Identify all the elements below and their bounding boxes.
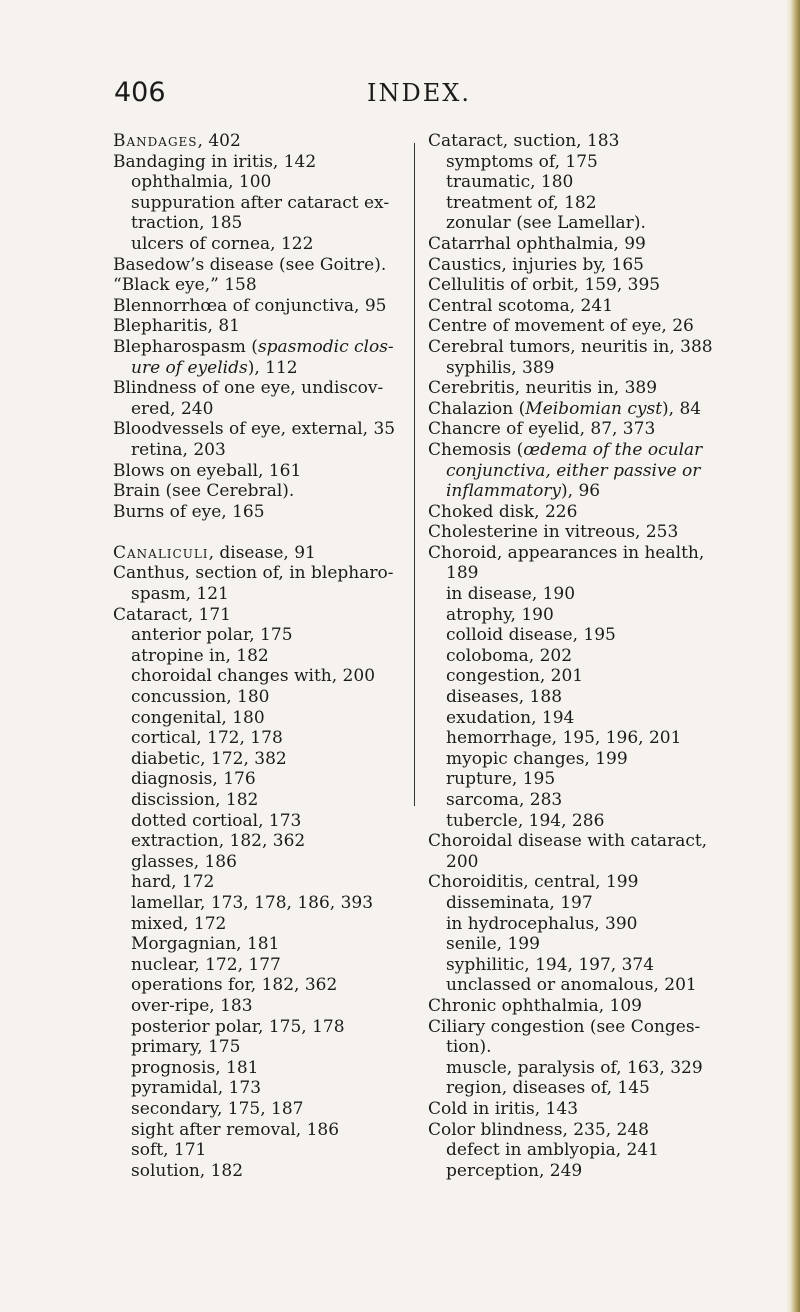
index-entry: myopic changes, 199 <box>446 748 628 769</box>
index-entry: sight after removal, 186 <box>131 1119 340 1140</box>
index-entry: Bandaging in iritis, 142 <box>113 151 317 172</box>
index-entry: anterior polar, 175 <box>131 625 293 646</box>
index-entry: Blows on eyeball, 161 <box>113 460 302 481</box>
index-entry: cortical, 172, 178 <box>131 728 283 749</box>
index-entry: defect in amblyopia, 241 <box>446 1140 659 1161</box>
index-entry: traction, 185 <box>131 213 243 234</box>
index-entry: Blepharitis, 81 <box>113 316 240 337</box>
index-entry: coloboma, 202 <box>446 645 573 666</box>
index-entry: Cataract, suction, 183 <box>428 131 620 151</box>
index-entry <box>428 461 758 482</box>
index-entry: Cataract, 171 <box>113 604 231 625</box>
index-entry: ophthalmia, 100 <box>131 172 272 193</box>
index-entry: congestion, 201 <box>446 666 584 687</box>
index-entry: Bloodvessels of eye, external, 35 <box>113 419 396 440</box>
index-entry: colloid disease, 195 <box>446 625 616 646</box>
index-entry: region, diseases of, 145 <box>446 1078 650 1099</box>
page-number: 406 <box>114 77 166 108</box>
index-entry: secondary, 175, 187 <box>131 1098 304 1119</box>
index-entry: pyramidal, 173 <box>131 1078 262 1099</box>
index-entry <box>428 399 758 420</box>
index-entry: senile, 199 <box>446 934 540 955</box>
index-entry: suppuration after cataract ex- <box>131 192 390 213</box>
index-entry: unclassed or anomalous, 201 <box>446 975 697 996</box>
index-entry: Brain (see Cerebral). <box>113 481 295 502</box>
index-entry-text: , disease, 91 <box>208 542 316 563</box>
index-entry: Cold in iritis, 143 <box>428 1098 579 1119</box>
index-entry: ered, 240 <box>131 398 214 419</box>
index-entry: Cholesterine in vitreous, 253 <box>428 522 679 543</box>
index-entry: symptoms of, 175 <box>446 151 598 172</box>
index-entry: Blennorrhœa of conjunctiva, 95 <box>113 295 387 316</box>
index-entry: prognosis, 181 <box>131 1057 259 1078</box>
index-entry: soft, 171 <box>131 1140 207 1161</box>
index-entry: posterior polar, 175, 178 <box>131 1016 345 1037</box>
index-entry: choroidal changes with, 200 <box>131 666 376 687</box>
index-entry-text: Chemosis ( <box>428 439 524 460</box>
index-entry: perception, 249 <box>446 1160 583 1181</box>
index-entry: solution, 182 <box>131 1160 244 1181</box>
index-entry: Color blindness, 235, 248 <box>428 1119 649 1140</box>
index-entry: lamellar, 173, 178, 186, 393 <box>131 892 374 913</box>
index-entry: Choked disk, 226 <box>428 501 578 522</box>
index-column-left <box>113 131 413 1181</box>
index-entry-text: Chalazion ( <box>428 398 526 419</box>
index-entry: 189 <box>446 563 479 584</box>
index-entry-text: , 402 <box>197 131 241 151</box>
index-entry: hard, 172 <box>131 872 215 893</box>
index-entry <box>428 481 758 502</box>
index-entry: atropine in, 182 <box>131 645 269 666</box>
index-entry-italic: ure of eyelids <box>131 357 248 378</box>
index-entry: Blindness of one eye, undiscov- <box>113 378 384 399</box>
index-entry: diseases, 188 <box>446 687 563 708</box>
index-entry-text: ), 84 <box>662 398 702 419</box>
index-entry: diagnosis, 176 <box>131 769 256 790</box>
index-entry: tion). <box>446 1037 492 1058</box>
index-entry-italic: conjunctiva, either passive or <box>446 460 701 481</box>
index-entry: operations for, 182, 362 <box>131 975 338 996</box>
index-entry: tubercle, 194, 286 <box>446 810 605 831</box>
index-entry: Ciliary congestion (see Conges- <box>428 1016 701 1037</box>
index-entry: mixed, 172 <box>131 913 227 934</box>
index-entry: Cerebritis, neuritis in, 389 <box>428 378 658 399</box>
index-entry: Cerebral tumors, neuritis in, 388 <box>428 336 713 357</box>
index-entry: Basedow’s disease (see Goitre). <box>113 254 387 275</box>
index-entry-italic: œdema of the ocular <box>523 439 703 460</box>
page-header <box>0 76 800 116</box>
index-entry: disseminata, 197 <box>446 892 593 913</box>
index-entry: dotted cortioal, 173 <box>131 810 302 831</box>
index-entry: over-ripe, 183 <box>131 995 253 1016</box>
index-entry: discission, 182 <box>131 790 259 810</box>
index-entry-lead: Bandages <box>113 131 198 151</box>
index-entry: Chancre of eyelid, 87, 373 <box>428 419 656 440</box>
index-entry: rupture, 195 <box>446 769 556 790</box>
column-divider <box>414 143 415 806</box>
index-entry: Choroidal disease with cataract, <box>428 831 708 852</box>
index-entry-lead: Canaliculi <box>113 542 209 563</box>
index-entry <box>113 337 413 358</box>
index-entry: primary, 175 <box>131 1037 241 1058</box>
index-entry: in disease, 190 <box>446 584 576 605</box>
index-entry: muscle, paralysis of, 163, 329 <box>446 1057 703 1078</box>
index-entry: syphilis, 389 <box>446 357 555 378</box>
index-entry: concussion, 180 <box>131 687 270 708</box>
index-entry-text: ), 112 <box>247 357 298 378</box>
index-entry: glasses, 186 <box>131 851 237 872</box>
index-entry: Choroid, appearances in health, <box>428 542 705 563</box>
index-entry <box>113 131 413 152</box>
index-entry: sarcoma, 283 <box>446 790 563 810</box>
index-entry: traumatic, 180 <box>446 172 574 193</box>
index-entry: “Black eye,” 158 <box>113 275 257 296</box>
index-entry-italic: spasmodic clos- <box>257 336 394 357</box>
index-entry: Caustics, injuries by, 165 <box>428 254 644 275</box>
index-entry: Catarrhal ophthalmia, 99 <box>428 233 646 254</box>
index-entry: zonular (see Lamellar). <box>446 213 646 234</box>
index-entry: Centre of movement of eye, 26 <box>428 316 694 337</box>
index-entry: hemorrhage, 195, 196, 201 <box>446 728 682 749</box>
index-entry: treatment of, 182 <box>446 192 597 213</box>
index-entry-italic: Meibomian cyst <box>525 398 663 419</box>
index-entry: retina, 203 <box>131 439 226 460</box>
index-entry: Canthus, section of, in blepharo- <box>113 563 394 584</box>
index-entry-italic: inflammatory <box>446 481 562 502</box>
index-entry: syphilitic, 194, 197, 374 <box>446 954 655 975</box>
index-entry: congenital, 180 <box>131 707 265 728</box>
index-column-right <box>428 131 758 1181</box>
page-edge-shadow <box>786 0 800 1312</box>
index-entry: exudation, 194 <box>446 707 575 728</box>
index-entry-text: ), 96 <box>561 481 601 502</box>
index-entry: spasm, 121 <box>131 584 229 605</box>
index-entry: diabetic, 172, 382 <box>131 748 287 769</box>
index-entry: extraction, 182, 362 <box>131 831 306 852</box>
index-entry: Morgagnian, 181 <box>131 934 280 955</box>
index-entry: atrophy, 190 <box>446 604 554 625</box>
index-entry: Central scotoma, 241 <box>428 295 614 316</box>
index-entry: Chronic ophthalmia, 109 <box>428 995 642 1016</box>
index-entry <box>113 543 413 564</box>
index-entry: nuclear, 172, 177 <box>131 954 281 975</box>
index-entry-text: Blepharospasm ( <box>113 336 258 357</box>
index-entry: ulcers of cornea, 122 <box>131 233 314 254</box>
index-entry: Choroiditis, central, 199 <box>428 872 639 893</box>
index-entry: in hydrocephalus, 390 <box>446 913 638 934</box>
running-head: INDEX. <box>367 79 471 107</box>
index-entry <box>428 440 758 461</box>
index-entry: Burns of eye, 165 <box>113 501 265 522</box>
index-entry: Cellulitis of orbit, 159, 395 <box>428 275 661 296</box>
index-entry <box>113 358 413 379</box>
index-entry: 200 <box>446 851 479 872</box>
